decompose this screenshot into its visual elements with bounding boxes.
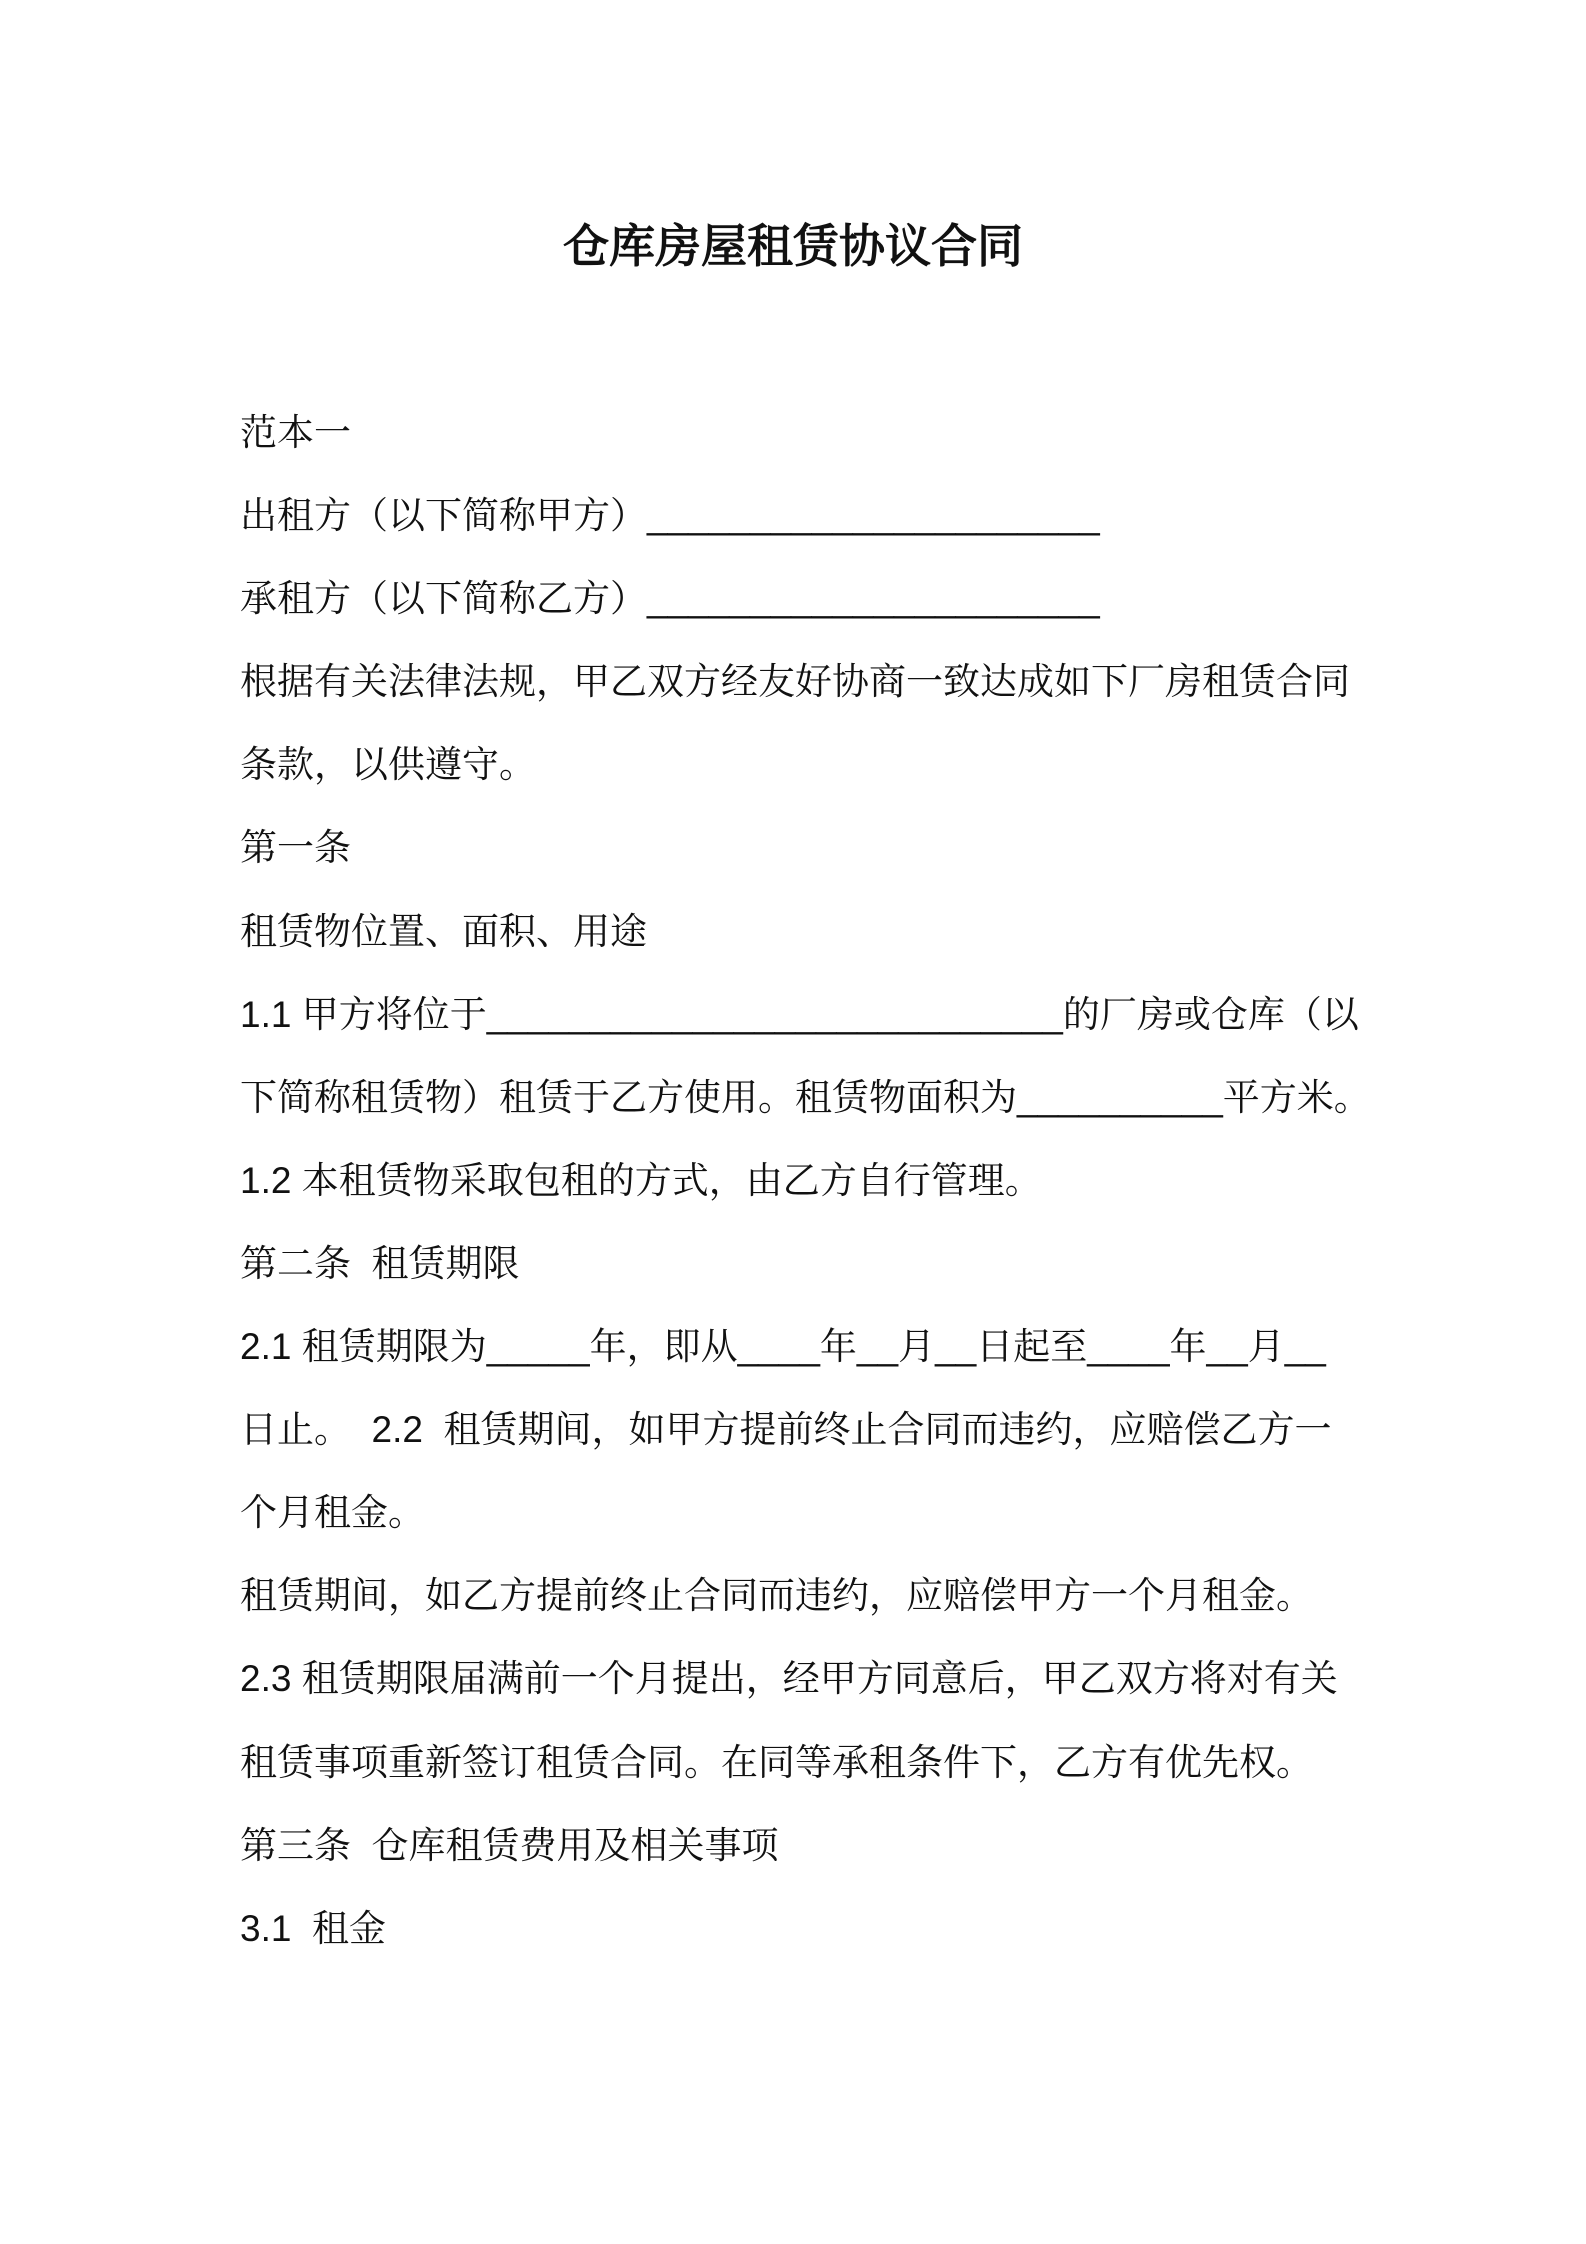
clause-1-1-line-1: 1.1 甲方将位于____________________________的厂房或仓库（以 <box>240 993 1359 1035</box>
article-1-subheading: 租赁物位置、面积、用途 <box>240 910 647 952</box>
clause-2-2-line-3: 租赁期间，如乙方提前终止合同而违约，应赔偿甲方一个月租金。 <box>240 1575 1313 1617</box>
document-title: 仓库房屋租赁协议合同 <box>563 220 1023 272</box>
preamble-line-1: 根据有关法律法规，甲乙双方经友好协商一致达成如下厂房租赁合同 <box>240 661 1350 703</box>
clause-1-1-line-2: 下简称租赁物）租赁于乙方使用。租赁物面积为__________平方米。 <box>240 1076 1371 1118</box>
clause-2-1-2-2-line: 日止。 2.2 租赁期间，如甲方提前终止合同而违约，应赔偿乙方一 <box>240 1409 1332 1451</box>
clause-2-1-line-1: 2.1 租赁期限为_____年，即从____年__月__日起至____年__月__ <box>240 1326 1326 1368</box>
template-label: 范本一 <box>240 412 351 453</box>
clause-2-3-line-1: 2.3 租赁期限届满前一个月提出，经甲方同意后，甲乙双方将对有关 <box>240 1658 1338 1700</box>
lessee-line: 承租方（以下简称乙方）______________________ <box>240 578 1100 620</box>
article-3-heading: 第三条 仓库租赁费用及相关事项 <box>240 1824 779 1866</box>
article-2-heading: 第二条 租赁期限 <box>240 1242 520 1284</box>
clause-2-2-line-2: 个月租金。 <box>240 1492 425 1534</box>
clause-3-1-heading: 3.1 租金 <box>240 1907 386 1949</box>
clause-1-2: 1.2 本租赁物采取包租的方式，由乙方自行管理。 <box>240 1159 1042 1201</box>
lessor-line: 出租方（以下简称甲方）______________________ <box>240 495 1100 537</box>
document-body <box>240 391 1390 1970</box>
article-1-heading: 第一条 <box>240 827 351 869</box>
clause-2-3-line-2: 租赁事项重新签订租赁合同。在同等承租条件下，乙方有优先权。 <box>240 1741 1313 1783</box>
preamble-line-2: 条款，以供遵守。 <box>240 744 536 786</box>
